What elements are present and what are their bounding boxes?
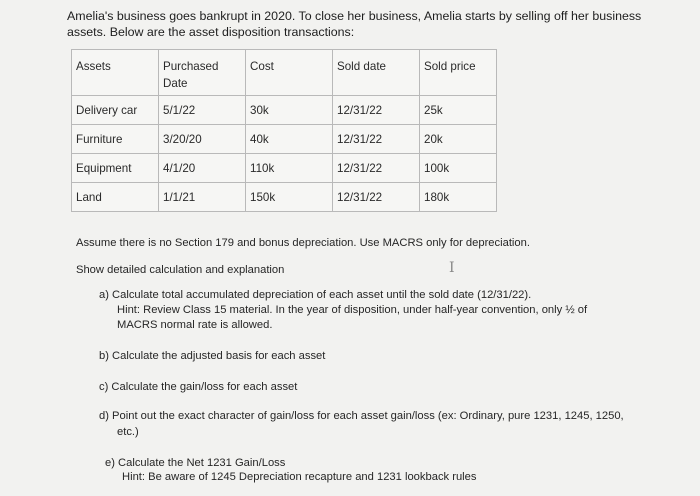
cell-sold-date: 12/31/22: [333, 154, 420, 183]
cell-sold-price: 25k: [420, 96, 497, 125]
question-c: c) Calculate the gain/loss for each asset: [99, 381, 298, 393]
table-row: [72, 154, 497, 183]
cell-asset: Delivery car: [72, 96, 159, 125]
cell-purchased: 5/1/22: [159, 96, 246, 125]
question-a-hint-cont: MACRS normal rate is allowed.: [117, 319, 273, 331]
cell-sold-price: 180k: [420, 183, 497, 212]
cell-asset: Equipment: [72, 154, 159, 183]
assumption-note: Assume there is no Section 179 and bonus depreciation. Use MACRS only for depreciation.: [76, 237, 530, 249]
cell-cost: 40k: [246, 125, 333, 154]
cell-purchased: 1/1/21: [159, 183, 246, 212]
cell-purchased: 3/20/20: [159, 125, 246, 154]
cell-sold-date: 12/31/22: [333, 125, 420, 154]
question-b: b) Calculate the adjusted basis for each asset: [99, 350, 326, 362]
cell-asset: Land: [72, 183, 159, 212]
header-cost: Cost: [246, 50, 333, 96]
asset-disposition-table: [71, 49, 497, 212]
question-a-hint: Hint: Review Class 15 material. In the year of disposition, under half-year convention, only ½ of: [117, 304, 588, 316]
intro-paragraph: Amelia's business goes bankrupt in 2020. To close her business, Amelia starts by selling off her business assets. Below are the asset disposition transactions:: [67, 9, 642, 39]
table-row: [72, 125, 497, 154]
question-d-cont: etc.): [117, 426, 139, 438]
cell-cost: 150k: [246, 183, 333, 212]
table-header-row: [72, 50, 497, 96]
question-a: a) Calculate total accumulated depreciation of each asset until the sold date (12/31/22).: [99, 289, 532, 301]
header-purchased-date: Purchased Date: [159, 50, 246, 96]
cell-sold-date: 12/31/22: [333, 96, 420, 125]
cell-sold-date: 12/31/22: [333, 183, 420, 212]
question-d: d) Point out the exact character of gain/loss for each asset gain/loss (ex: Ordinary, pure 1231, 1245, 1250,: [99, 410, 624, 422]
cell-purchased: 4/1/20: [159, 154, 246, 183]
header-assets: Assets: [72, 50, 159, 96]
cell-asset: Furniture: [72, 125, 159, 154]
header-sold-price: Sold price: [420, 50, 497, 96]
cell-sold-price: 100k: [420, 154, 497, 183]
table-row: [72, 96, 497, 125]
question-e: e) Calculate the Net 1231 Gain/Loss: [105, 457, 286, 469]
header-sold-date: Sold date: [333, 50, 420, 96]
text-cursor-icon: I: [449, 260, 455, 276]
cell-cost: 30k: [246, 96, 333, 125]
cell-sold-price: 20k: [420, 125, 497, 154]
cell-cost: 110k: [246, 154, 333, 183]
table-row: [72, 183, 497, 212]
instruction-note: Show detailed calculation and explanation: [76, 264, 285, 276]
question-e-hint: Hint: Be aware of 1245 Depreciation recapture and 1231 lookback rules: [122, 471, 477, 483]
